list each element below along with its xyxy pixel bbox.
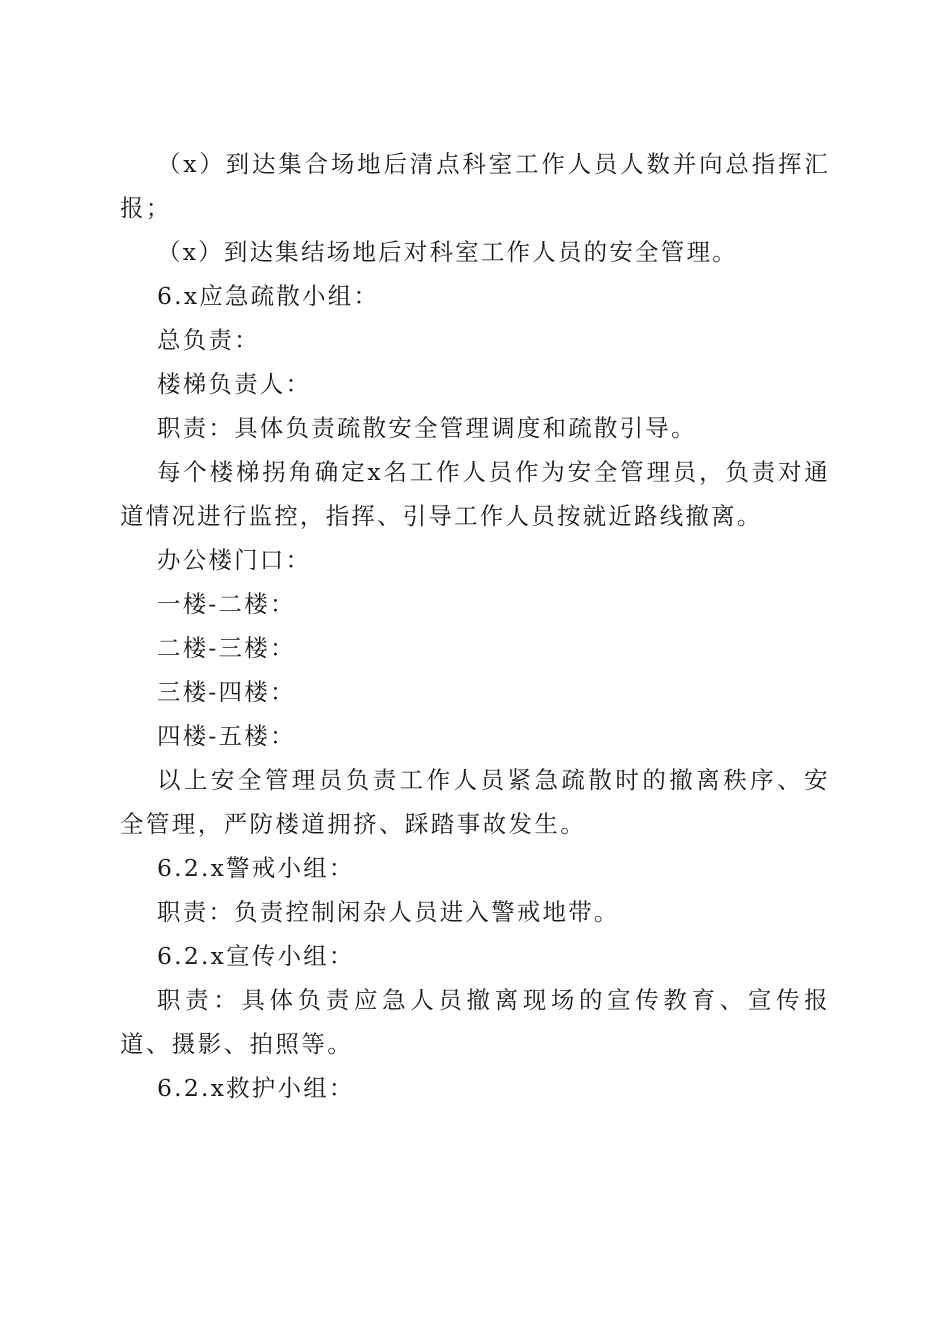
label-stair-lead: 楼梯负责人： bbox=[157, 370, 312, 398]
heading-rescue-group: 6.2.x救护小组： bbox=[157, 1074, 355, 1102]
label-floor-4-5: 四楼-五楼： bbox=[157, 722, 296, 750]
label-general-lead: 总负责： bbox=[157, 326, 260, 354]
heading-publicity-group: 6.2.x宣传小组： bbox=[157, 942, 355, 970]
heading-evacuation-group: 6.x应急疏散小组： bbox=[157, 282, 380, 310]
paragraph-evacuation-duty: 职责：具体负责疏散安全管理调度和疏散引导。 bbox=[157, 414, 697, 442]
label-floor-1-2: 一楼-二楼： bbox=[157, 590, 296, 618]
label-floor-3-4: 三楼-四楼： bbox=[157, 678, 296, 706]
paragraph-officers-responsibility: 以上安全管理员负责工作人员紧急疏散时的撤离秩序、安全管理，严防楼道拥挤、踩踏事故发生。 bbox=[120, 766, 830, 838]
paragraph-stair-corner-officers: 每个楼梯拐角确定x名工作人员作为安全管理员，负责对通道情况进行监控，指挥、引导工作人员按就近路线撤离。 bbox=[120, 458, 830, 530]
paragraph-publicity-duty: 职责：具体负责应急人员撤离现场的宣传教育、宣传报道、摄影、拍照等。 bbox=[120, 986, 830, 1058]
paragraph-safety-management: （x）到达集结场地后对科室工作人员的安全管理。 bbox=[157, 238, 738, 266]
paragraph-headcount-report: （x）到达集合场地后清点科室工作人员人数并向总指挥汇报； bbox=[120, 150, 830, 222]
paragraph-cordon-duty: 职责：负责控制闲杂人员进入警戒地带。 bbox=[157, 898, 620, 926]
heading-cordon-group: 6.2.x警戒小组： bbox=[157, 854, 355, 882]
document-page bbox=[120, 142, 830, 1110]
label-office-entrance: 办公楼门口： bbox=[157, 546, 312, 574]
label-floor-2-3: 二楼-三楼： bbox=[157, 634, 296, 662]
